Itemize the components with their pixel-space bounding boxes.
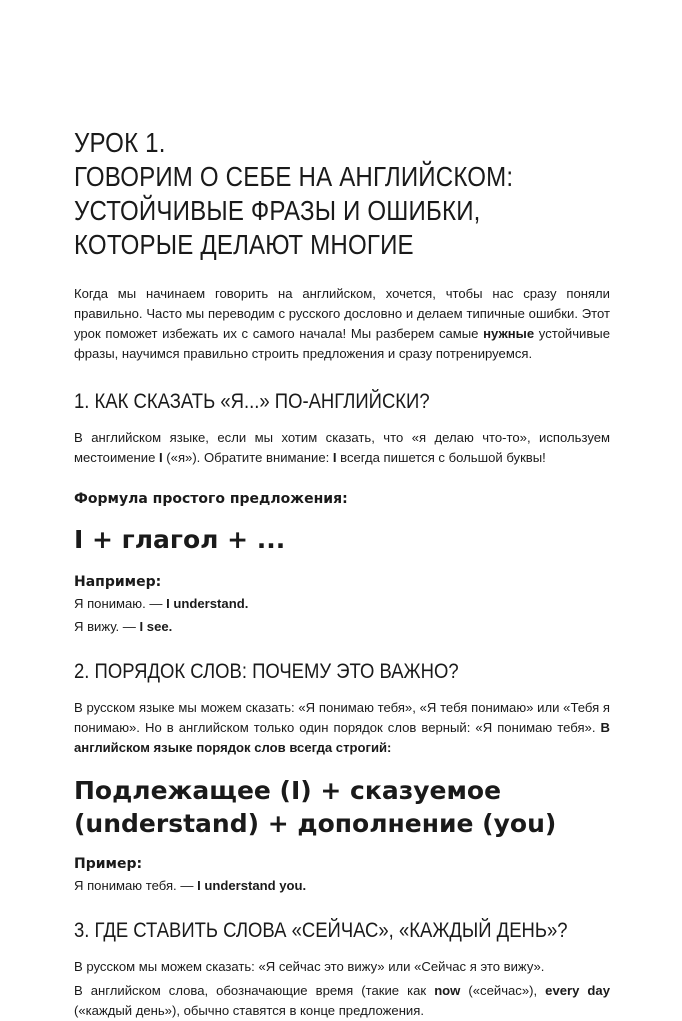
section-1-paragraph bbox=[74, 428, 610, 468]
example-3-ru: Я понимаю тебя. — bbox=[74, 878, 198, 893]
s1-pronoun-2: I bbox=[332, 450, 337, 465]
example-3-en: I understand you. bbox=[197, 878, 307, 893]
example-1-en: I understand. bbox=[166, 596, 249, 611]
s3-text-2: («сейчас»), bbox=[460, 983, 546, 998]
word-order-formula-line-1: Подлежащее (I) + сказуемое bbox=[74, 776, 502, 805]
s3-text-3: («каждый день»), обычно ставятся в конце предложения. bbox=[74, 1003, 424, 1018]
s3-text-1: В английском слова, обозначающие время (такие как bbox=[74, 983, 435, 998]
section-2-heading: 2. ПОРЯДОК СЛОВ: ПОЧЕМУ ЭТО ВАЖНО? bbox=[74, 660, 459, 683]
s1-pronoun-1: I bbox=[159, 450, 163, 465]
s3-word-every-day: every day bbox=[545, 983, 610, 998]
section-2-paragraph bbox=[74, 698, 610, 758]
section-1-heading: 1. КАК СКАЗАТЬ «Я...» ПО-АНГЛИЙСКИ? bbox=[74, 390, 430, 413]
section-3-paragraph-1: В русском мы можем сказать: «Я сейчас это вижу» или «Сейчас я это вижу». bbox=[74, 959, 545, 974]
intro-paragraph bbox=[74, 284, 610, 364]
s1-text-1: В английском языке, если мы хотим сказать, что «я делаю что-то», используем местоимение bbox=[74, 430, 610, 465]
example-1-ru: Я понимаю. — bbox=[74, 596, 167, 611]
page-content bbox=[74, 126, 610, 1021]
s1-text-3: всегда пишется с большой буквы! bbox=[336, 450, 546, 465]
example-2-en: I see. bbox=[139, 619, 173, 634]
example-1 bbox=[74, 594, 610, 614]
example-label: Например: bbox=[74, 574, 162, 590]
example-2 bbox=[74, 617, 610, 637]
example-label-2: Пример: bbox=[74, 856, 143, 872]
title-line-2: ГОВОРИМ О СЕБЕ НА АНГЛИЙСКОМ: bbox=[74, 161, 514, 192]
title-line-4: КОТОРЫЕ ДЕЛАЮТ МНОГИЕ bbox=[74, 229, 414, 260]
intro-bold-word: нужные bbox=[483, 326, 535, 341]
section-3-paragraph-2 bbox=[74, 981, 610, 1021]
title-line-1: УРОК 1. bbox=[74, 127, 166, 158]
section-3-heading: 3. ГДЕ СТАВИТЬ СЛОВА «СЕЙЧАС», «КАЖДЫЙ ДЕНЬ»? bbox=[74, 919, 568, 942]
word-order-formula-line-2: (understand) + дополнение (you) bbox=[74, 809, 557, 838]
formula-label: Формула простого предложения: bbox=[74, 491, 348, 507]
s3-word-now: now bbox=[434, 983, 461, 998]
intro-text-1: Когда мы начинаем говорить на английском, хочется, чтобы нас сразу поняли правильно. Часто мы переводим с русского дословно и делаем типичные ошибки. Этот урок поможет избежать их с самого начала! Мы разберем самые bbox=[74, 286, 610, 341]
intro-text-2: устойчивые фразы, научимся правильно строить предложения и сразу потренируемся. bbox=[74, 326, 610, 361]
s1-text-2: («я»). Обратите внимание: bbox=[162, 450, 333, 465]
lesson-title bbox=[74, 126, 612, 262]
simple-sentence-formula: I + глагол + ... bbox=[74, 525, 286, 554]
example-2-ru: Я вижу. — bbox=[74, 619, 140, 634]
title-line-3: УСТОЙЧИВЫЕ ФРАЗЫ И ОШИБКИ, bbox=[74, 195, 481, 226]
s2-bold-text: В английском языке порядок слов всегда строгий: bbox=[74, 720, 610, 755]
s2-text: В русском языке мы можем сказать: «Я понимаю тебя», «Я тебя понимаю» или «Тебя я понимаю». Но в английском только один порядок слов верный: «Я понимаю тебя». bbox=[74, 700, 610, 735]
example-3 bbox=[74, 876, 610, 896]
